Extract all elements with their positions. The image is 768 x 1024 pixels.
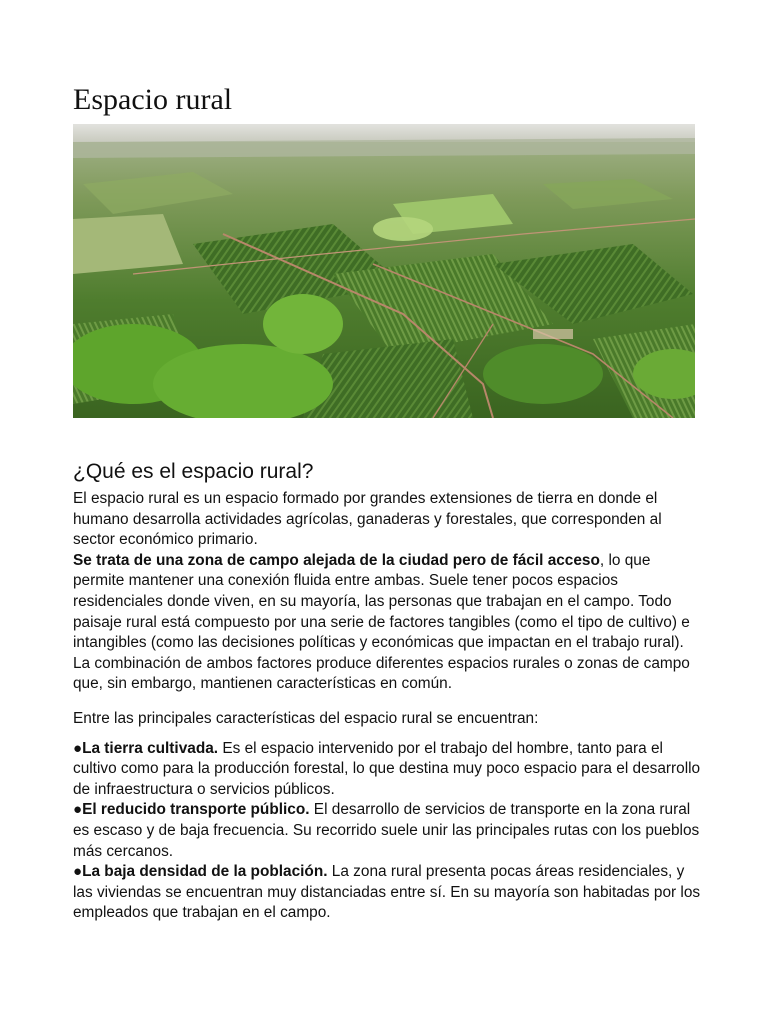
bold-lead-text: Se trata de una zona de campo alejada de la ciudad pero de fácil acceso <box>73 551 600 569</box>
page-title: Espacio rural <box>73 83 233 116</box>
bullet-icon: ● <box>73 739 83 757</box>
bullet-title: El reducido transporte público. <box>82 801 310 819</box>
rural-landscape-photo <box>73 124 695 418</box>
section-heading: ¿Qué es el espacio rural? <box>73 460 314 483</box>
bullet-title: La baja densidad de la población. <box>82 863 328 881</box>
bullet-text: La zona rural presenta pocas áreas residenciales, y las viviendas se encuentran muy distanciadas entre sí. En su mayoría son habitadas por los empleados que trabajan en el campo. <box>73 863 701 922</box>
bullet-text: El desarrollo de servicios de transporte en la zona rural es escaso y de baja frecuencia. Su recorrido suele unir las principales rutas con los pueblos más cercanos. <box>73 801 700 860</box>
second-paragraph <box>73 551 703 695</box>
bullet-title: La tierra cultivada. <box>82 739 219 757</box>
article-body <box>73 489 703 924</box>
bullet-icon: ● <box>73 863 83 881</box>
intro-paragraph: El espacio rural es un espacio formado por grandes extensiones de tierra en donde el humano desarrolla actividades agrícolas, ganaderas y forestales, que corresponden al sector económico primario. <box>73 490 662 549</box>
list-item <box>73 739 703 801</box>
paragraph-text: , lo que permite mantener una conexión fluida entre ambas. Suele tener pocos espacios residenciales donde viven, en su mayoría, las personas que trabajan en el campo. Todo paisaje rural está compuesto por una serie de factores tangibles (como el tipo de cultivo) e intangibles (como las decisiones políticas y económicas que impactan en el trabajo rural). La combinación de ambos factores produce diferentes espacios rurales o zonas de campo que, sin embargo, mantienen características en común. <box>73 551 690 693</box>
bullet-icon: ● <box>73 801 83 819</box>
bullet-text: Es el espacio intervenido por el trabajo del hombre, tanto para el cultivo como para la producción forestal, lo que destina muy poco espacio para el desarrollo de infraestructura o servicios públicos. <box>73 739 701 798</box>
list-item <box>73 862 703 924</box>
list-intro: Entre las principales características del espacio rural se encuentran: <box>73 709 539 727</box>
list-item <box>73 800 703 862</box>
